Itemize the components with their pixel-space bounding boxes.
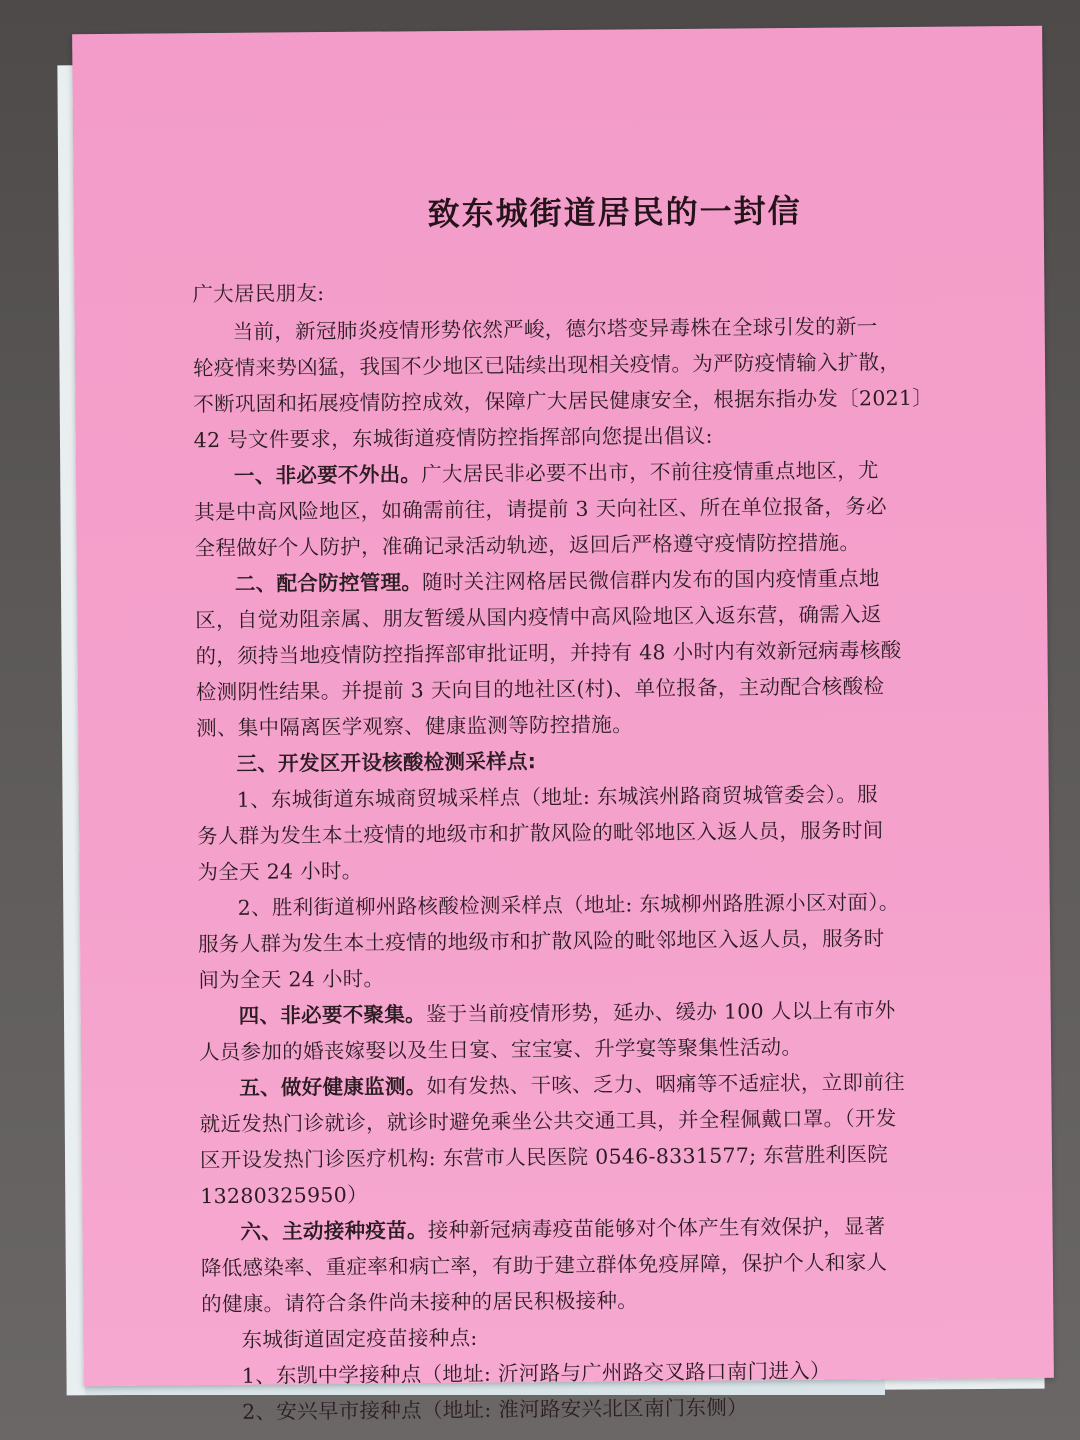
- section-3-heading: 三、开发区开设核酸检测采样点:: [236, 749, 537, 776]
- sampling-point-1-line: 务人群为发生本土疫情的地级市和扩散风险的毗邻地区入返人员，服务时间: [197, 818, 884, 849]
- letter-content: [190, 26, 1036, 1424]
- sampling-point-1-line: 为全天 24 小时。: [197, 858, 363, 885]
- section-2-heading: 二、配合防控管理。: [234, 570, 423, 596]
- section-5-heading: 五、做好健康监测。: [239, 1074, 427, 1100]
- section-4-text: 鉴于当前疫情形势，延办、缓办 100 人以上有市外: [425, 998, 896, 1027]
- section-2-text: 随时关注网格居民微信群内发布的国内疫情重点地: [422, 566, 880, 595]
- section-2-line: 区，自觉劝阻亲属、朋友暂缓从国内疫情中高风险地区入返东营，确需入返: [195, 602, 882, 633]
- pink-letter-sheet: [72, 26, 1054, 1424]
- vaccine-points-heading: 东城街道固定疫苗接种点:: [241, 1325, 478, 1352]
- section-1-heading: 一、非必要不外出。: [233, 462, 422, 488]
- letter-title: 致东城街道居民的一封信: [427, 191, 802, 234]
- section-2-line: 检测阴性结果。并提前 3 天向目的地社区(村)、单位报备，主动配合核酸检: [195, 674, 885, 705]
- vaccine-point-1: 1、东凯中学接种点（地址: 沂河路与广州路交叉路口南门进入）: [241, 1358, 831, 1388]
- section-5-line: 13280325950）: [200, 1182, 368, 1209]
- section-6-heading: 六、主动接种疫苗。: [240, 1218, 428, 1244]
- section-2-line: 的，须持当地疫情防控指挥部审批证明，并持有 48 小时内有效新冠病毒核酸: [195, 638, 902, 669]
- sampling-point-2-line: 服务人群为发生本土疫情的地级市和扩散风险的毗邻地区入返人员，服务时: [197, 926, 885, 957]
- section-4-first-line: [239, 993, 896, 1029]
- vaccine-point-2: 2、安兴早市接种点（地址: 淮河路安兴北区南门东侧）: [242, 1395, 748, 1424]
- intro-line: 42 号文件要求，东城街道疫情防控指挥部向您提出倡议:: [193, 423, 713, 453]
- section-5-line: 就近发热门诊就诊，就诊时避免乘坐公共交通工具，并全程佩戴口罩。（开发: [199, 1106, 897, 1137]
- section-2-line: 测、集中隔离医学观察、健康监测等防控措施。: [196, 712, 634, 741]
- section-1-line: 其是中高风险地区，如确需前往，请提前 3 天向社区、所在单位报备，务必: [194, 494, 887, 525]
- section-4-heading: 四、非必要不聚集。: [238, 1002, 426, 1028]
- section-1-first-line: [234, 453, 879, 489]
- section-6-line: 的健康。请符合条件尚未接种的居民积极接种。: [201, 1288, 639, 1317]
- intro-line: 轮疫情来势凶猛，我国不少地区已陆续出现相关疫情。为严防疫情输入扩散，: [192, 350, 901, 381]
- sampling-point-2-line: 2、胜利街道柳州路核酸检测采样点（地址: 东城柳州路胜源小区对面）。: [237, 890, 900, 920]
- section-5-first-line: [239, 1065, 905, 1101]
- section-2-first-line: [235, 561, 880, 597]
- section-1-text: 广大居民非必要不出市，不前往疫情重点地区，尤: [421, 458, 879, 487]
- sampling-point-1-line: 1、东城街道东城商贸城采样点（地址: 东城滨州路商贸城管委会）。服: [236, 782, 879, 812]
- section-6-line: 降低感染率、重症率和病亡率，有助于建立群体免疫屏障，保护个人和家人: [200, 1250, 888, 1281]
- section-4-line: 人员参加的婚丧嫁娶以及生日宴、宝宝宴、升学宴等聚集性活动。: [198, 1034, 803, 1065]
- section-6-text: 接种新冠病毒疫苗能够对个体产生有效保护，显著: [427, 1214, 886, 1243]
- section-5-line: 区开设发热门诊医疗机构: 东营市人民医院 0546-8331577; 东营胜利医院: [199, 1142, 889, 1173]
- section-6-first-line: [240, 1209, 885, 1245]
- intro-line: 不断巩固和拓展疫情防控成效，保障广大居民健康安全，根据东指办发〔2021〕: [193, 385, 934, 417]
- section-5-text: 如有发热、干咳、乏力、咽痛等不适症状，立即前往: [426, 1070, 906, 1099]
- intro-line: 当前，新冠肺炎疫情形势依然严峻，德尔塔变异毒株在全球引发的新一: [232, 314, 878, 344]
- sampling-point-2-line: 间为全天 24 小时。: [198, 966, 385, 993]
- section-1-line: 全程做好个人防护，准确记录活动轨迹，返回后严格遵守疫情防控措施。: [194, 530, 861, 561]
- salutation: 广大居民朋友:: [192, 281, 325, 307]
